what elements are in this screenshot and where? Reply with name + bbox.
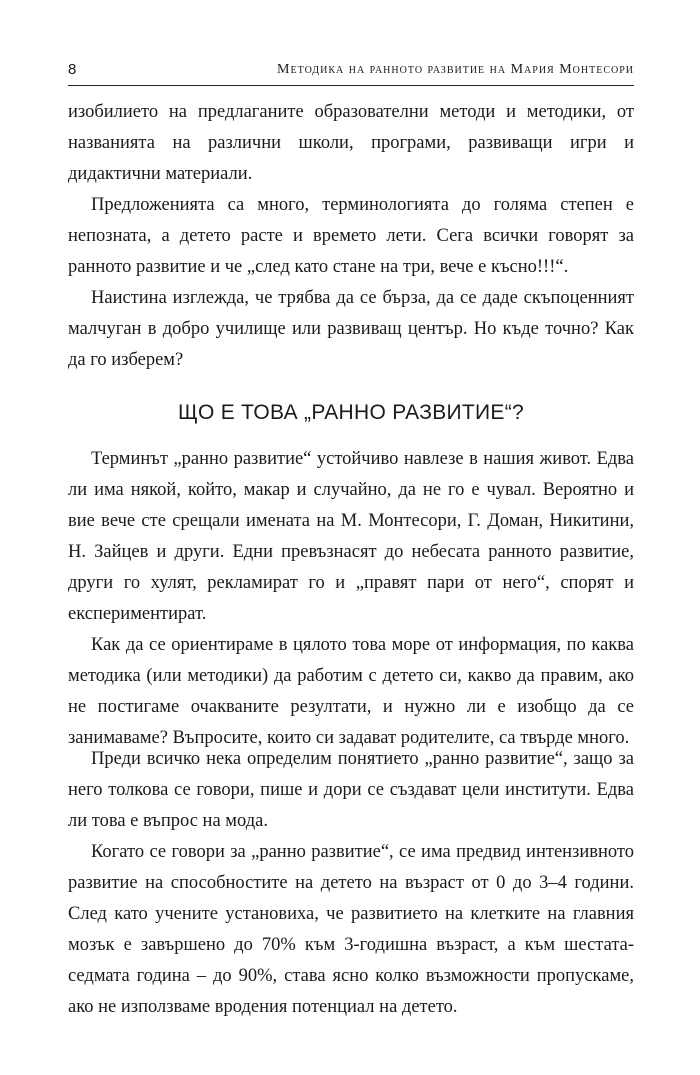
- running-header: [68, 60, 634, 86]
- paragraph: Наистина изглежда, че трябва да се бърза, да се даде скъпоценният малчуган в добро училище или развиващ център. Но къде точно? Как да го изберем?: [68, 288, 634, 370]
- paragraph: Когато се говори за „ранно развитие“, се има предвид интензивното развитие на способностите на детето на възраст от 0 до 3–4 години. След като учените установиха, че развитието на клетките на главния мозък е завършено до 70% към 3-годишна възраст, а към шестата-седмата година – до 90%, става ясно колко възможности пропускаме, ако не използваме вродения потенциал на детето.: [68, 842, 634, 1017]
- definition-text-block: [68, 744, 634, 1023]
- paragraph-continued: изобилието на предлаганите образователни методи и методики, от названията на различни школи, програми, развиващи игри и дидактични материали.: [68, 102, 634, 184]
- paragraph: Как да се ориентираме в цялото това море от информация, по каква методика (или методики) да работим с детето си, какво да правим, ако не постигаме очакваните резултати, и нужно ли е изобщо да се занимаваме? Въпросите, които си задават родителите, са твърде много.: [68, 635, 634, 748]
- section-heading: ЩО Е ТОВА „РАННО РАЗВИТИЕ“?: [177, 401, 525, 424]
- paragraph: Предложенията са много, терминологията до голяма степен е непозната, а детето расте и времето лети. Сега всички говорят за ранното развитие и че „след като стане на три, вече е късно!!!“.: [68, 195, 634, 277]
- section-text-block: [68, 444, 634, 754]
- running-title: Методика на ранното развитие на Мария Монтесори: [277, 62, 634, 77]
- header-rule: [68, 85, 634, 86]
- page-number: 8: [68, 61, 77, 78]
- intro-text-block: [68, 97, 634, 376]
- paragraph: Преди всичко нека определим понятието „ранно развитие“, защо за него толкова се говори, пише и дори се създават цели институти. Едва ли това е въпрос на мода.: [68, 749, 634, 831]
- paragraph: Терминът „ранно развитие“ устойчиво навлезе в нашия живот. Едва ли има някой, който, макар и случайно, да не го е чувал. Вероятно и вие вече сте срещали имената на М. Монтесори, Г. Доман, Никитини, Н. Зайцев и други. Едни превъзнасят до небесата ранното развитие, други го хулят, рекламират го и „правят пари от него“, спорят и експериментират.: [68, 449, 634, 624]
